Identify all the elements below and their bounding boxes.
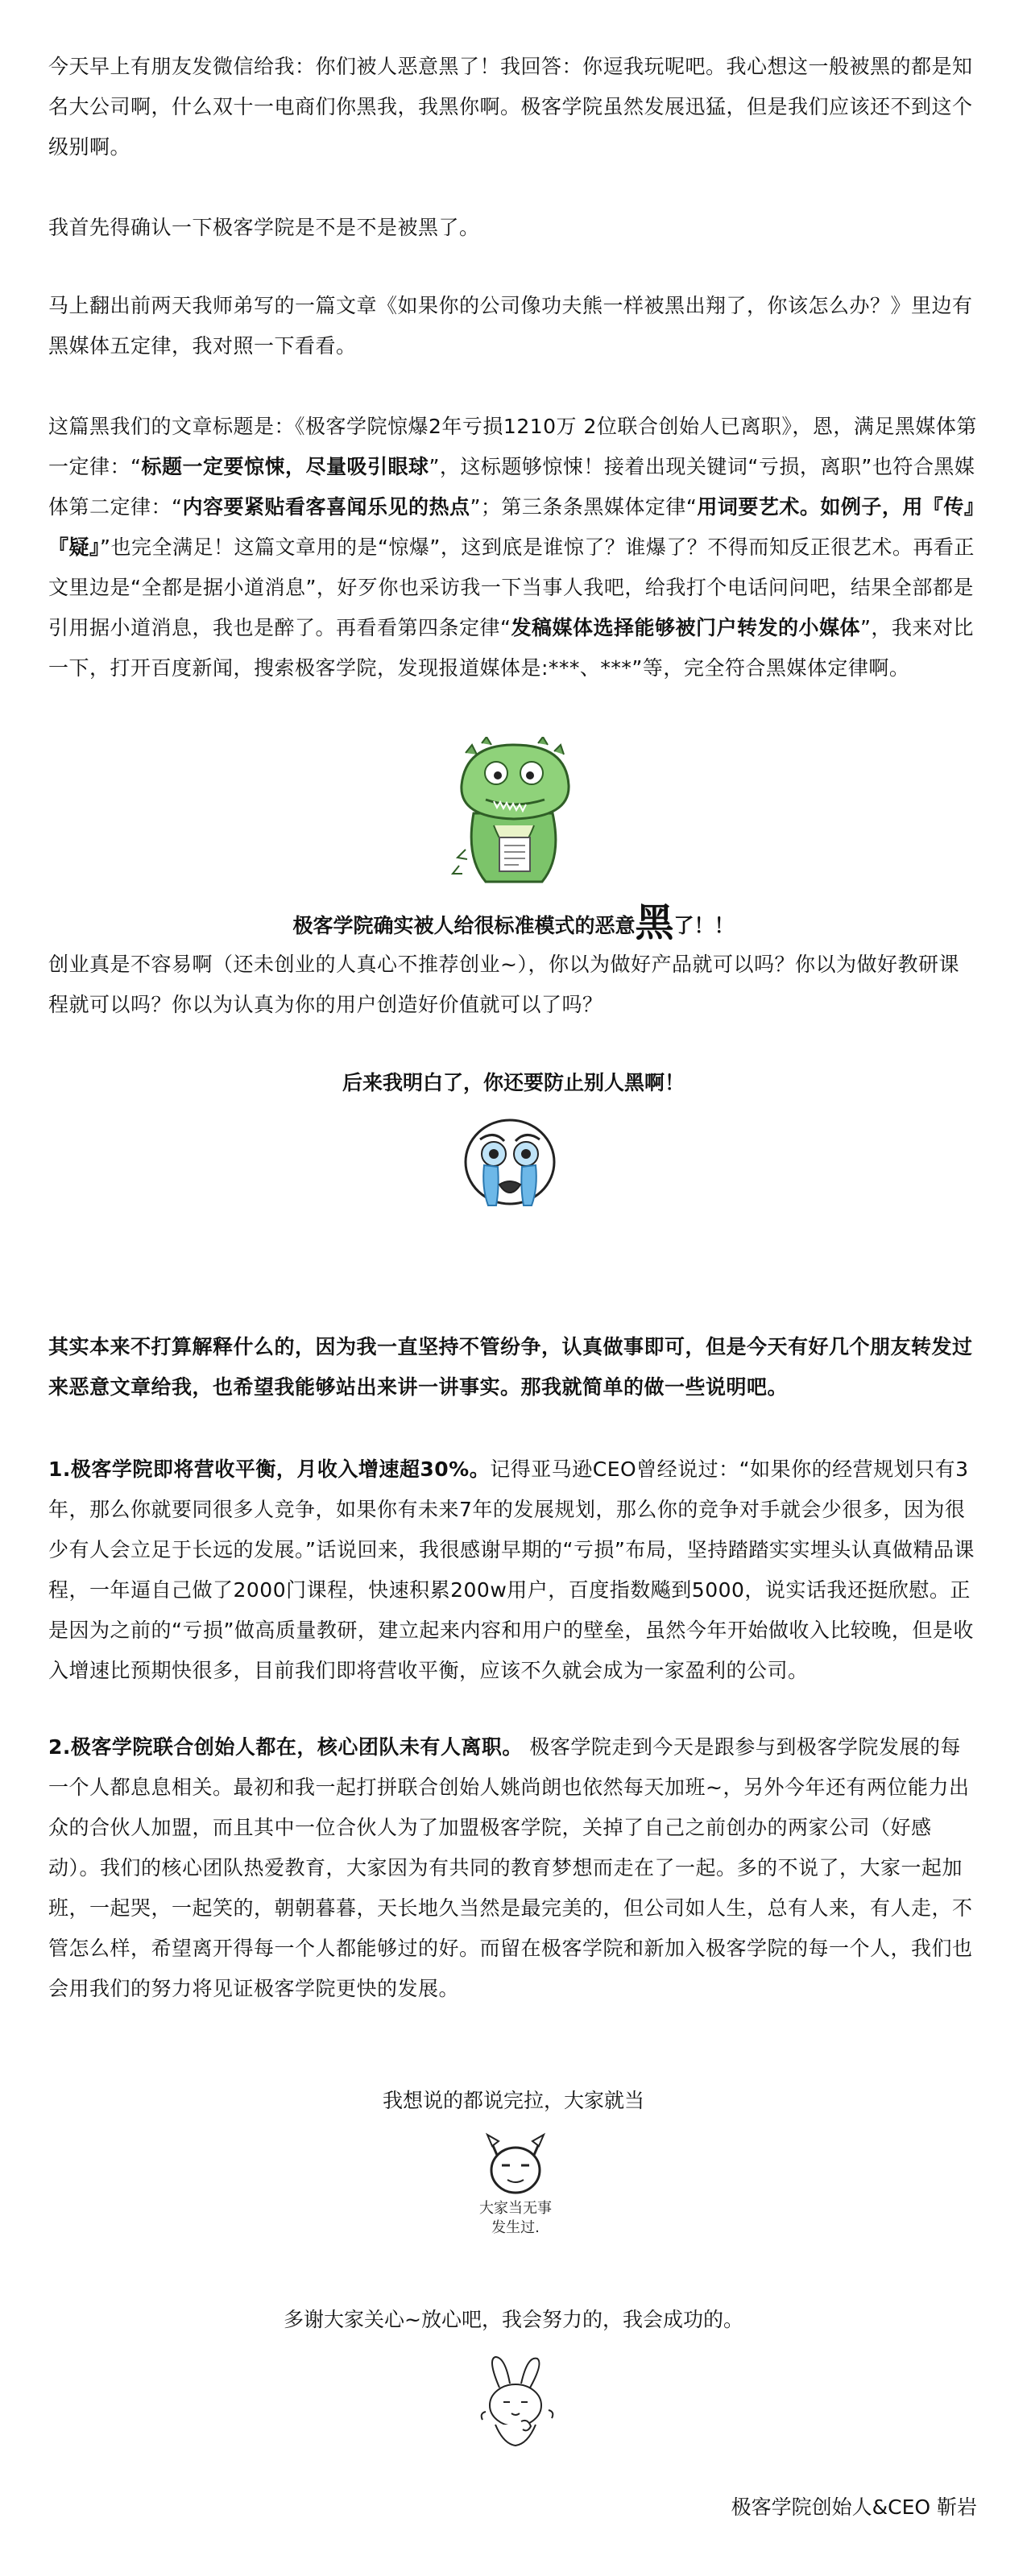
- law-4-bold: 发稿媒体选择能够被门户转发的小媒体: [511, 616, 860, 639]
- callout-done: 我想说的都说完拉，大家就当: [382, 2089, 644, 2112]
- p4-text-1: 这篇黑我们的文章标题是：《极客学院惊爆2年亏损1210万 2位联合创始人已离职》，恩，满足黑媒体第一定律：“: [48, 415, 977, 478]
- paragraph-point-2: [48, 1727, 979, 2009]
- callout-hacked-pre: 极客学院确实被人给很标准模式的恶意: [292, 914, 636, 937]
- sticker-caption-line-2: 发生过.: [491, 2219, 540, 2236]
- paragraph-intro: 今天早上有朋友发微信给我：你们被人恶意黑了！我回答：你逗我玩呢吧。我心想这一般被黑的都是知名大公司啊，什么双十一电商们你黑我，我黑你啊。极客学院虽然发展迅猛，但是我们应该还不到这个级别啊。: [48, 55, 973, 159]
- p4-text-3: ”；第三条条黑媒体定律“: [470, 495, 698, 519]
- p4-text-5: ”，我来对比一下，打开百度新闻，搜索极客学院，发现报道媒体是:***、***”等，完全符合黑媒体定律啊。: [48, 616, 974, 680]
- law-1-bold: 标题一定要惊悚，尽量吸引眼球: [141, 455, 429, 478]
- paragraph-startup-hard: 创业真是不容易啊（还未创业的人真心不推荐创业~），你以为做好产品就可以吗？你以为做好教研课程就可以吗？你以为认真为你的用户创造好价值就可以了吗？: [48, 953, 959, 1016]
- callout-thanks: 多谢大家关心~放心吧，我会努力的，我会成功的。: [284, 2308, 743, 2331]
- point-1-body: 记得亚马逊CEO曾经说过：“如果你的经营规划只有3年，那么你就要同很多人竞争，如果你有未来7年的发展规划，那么你的竞争对手就会少很多，因为很少有人会立足于长远的发展。”话说回来，我很感谢早期的“亏损”布局，坚持踏踏实实埋头认真做精品课程，一年逼自己做了2000门课程，快速积累200w用户，百度指数飚到5000，说实话我还挺欣慰。正是因为之前的“亏损”做高质量教研，建立起来内容和用户的壁垒，虽然今年开始做收入比较晚，但是收入增速比预期快很多，目前我们即将营收平衡，应该不久就会成为一家盈利的公司。: [48, 1458, 975, 1682]
- cat-face-icon: [455, 2130, 576, 2196]
- paragraph-point-1: [48, 1449, 979, 1691]
- paragraph-confirm: 我首先得确认一下极客学院是不是不是被黑了。: [48, 216, 480, 239]
- callout-hacked-post: 了！！: [673, 914, 735, 937]
- crocodile-mascot-image: [449, 737, 578, 890]
- point-2-heading: 2.极客学院联合创始人都在，核心团队未有人离职。: [48, 1735, 523, 1759]
- paragraph-explain: [48, 1327, 979, 1408]
- nothing-happened-sticker: [455, 2130, 576, 2243]
- callout-hacked-big-char: 黑: [635, 900, 674, 945]
- point-1-heading: 1.极客学院即将营收平衡，月收入增速超30%。: [48, 1458, 491, 1481]
- paragraph-explain-bold: 其实本来不打算解释什么的，因为我一直坚持不管纷争，认真做事即可，但是今天有好几个朋友转发过来恶意文章给我，也希望我能够站出来讲一讲事实。那我就简单的做一些说明吧。: [48, 1335, 973, 1399]
- callout-prevent: [0, 1063, 1027, 1103]
- point-2-body: 极客学院走到今天是跟参与到极客学院发展的每一个人都息息相关。最初和我一起打拼联合创始人姚尚朗也依然每天加班~，另外今年还有两位能力出众的合伙人加盟，而且其中一位合伙人为了加盟极客学院，关掉了自己之前创办的两家公司（好感动）。我们的核心团队热爱教育，大家因为有共同的教育梦想而走在了一起。多的不说了，大家一起加班，一起哭，一起笑的，朝朝暮暮，天长地久当然是最完美的，但公司如人生，总有人来，有人走，不管怎么样，希望离开得每一个人都能够过的好。而留在极客学院和新加入极客学院的每一个人，我们也会用我们的努力将见证极客学院更快的发展。: [48, 1735, 973, 2000]
- callout-hacked: [0, 900, 1027, 946]
- callout-prevent-text: 后来我明白了，你还要防止别人黑啊！: [342, 1071, 685, 1094]
- crying-face-image: [458, 1115, 562, 1212]
- paragraph-recall-article: 马上翻出前两天我师弟写的一篇文章《如果你的公司像功夫熊一样被黑出翔了，你该怎么办？》里边有黑媒体五定律，我对照一下看看。: [48, 294, 973, 358]
- sticker-caption-line-1: 大家当无事: [479, 2200, 552, 2217]
- p4-text-4: ”也完全满足！这篇文章用的是“惊爆”，这到底是谁惊了？谁爆了？不得而知反正很艺术。再看正文里边是“全都是据小道消息”，好歹你也采访我一下当事人我吧，给我打个电话问问吧，结果全部都是引用据小道消息，我也是醉了。再看看第四条定律“: [48, 535, 975, 639]
- law-3-bold: 用词要艺术。如例子，用『传』『疑』: [48, 495, 975, 559]
- law-2-bold: 内容要紧贴看客喜闻乐见的热点: [182, 495, 470, 519]
- paragraph-five-laws: [48, 407, 979, 688]
- p4-text-2: ”，这标题够惊悚！接着出现关键词“亏损，离职”也符合黑媒体第二定律：“: [48, 455, 975, 519]
- signature: 极客学院创始人&CEO 靳岩: [731, 2495, 977, 2519]
- rabbit-sketch-image: [471, 2355, 560, 2452]
